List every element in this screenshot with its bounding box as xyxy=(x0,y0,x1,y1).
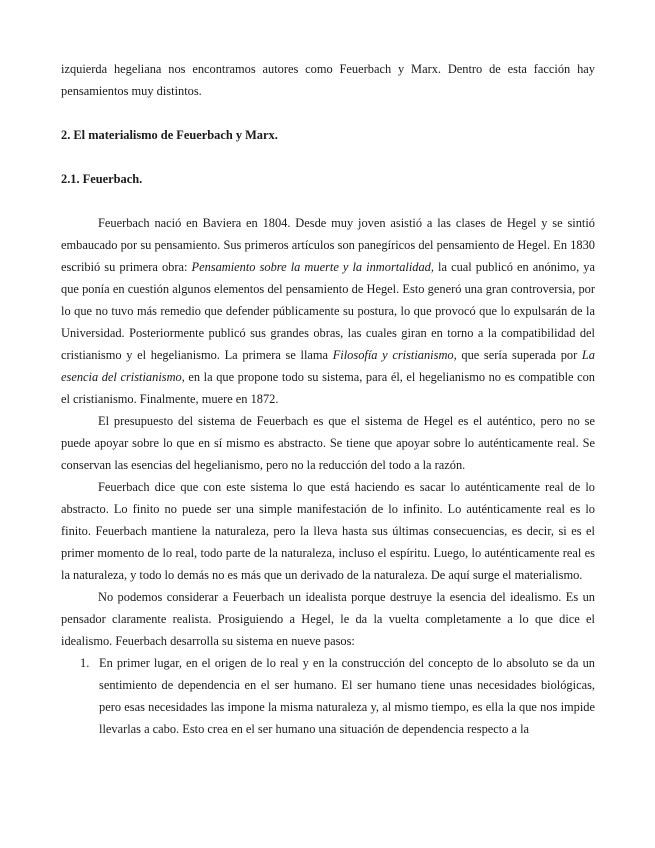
book-title-esencia: La esencia del cristianismo xyxy=(61,348,595,384)
list-item-marker: 1. xyxy=(80,656,90,670)
book-title-pensamiento: Pensamiento sobre la muerte y la inmortalidad xyxy=(191,260,431,274)
list-item xyxy=(61,652,595,740)
paragraph-1-text-2: , la cual publicó en anónimo, ya que ponía en cuestión algunos elementos del pensamiento de Hegel. Esto generó una gran controversia, por lo que no tuvo más remedio que defender públicamente su postura, lo que provocó que lo expulsarán de la Universidad. Posteriormente publicó sus grandes obras, las cuales giran en torno a la compatibilidad del cristianismo y el hegelianismo. La primera se llama xyxy=(61,260,595,362)
paragraph-1-text-3: , que sería superada por xyxy=(453,348,582,362)
numbered-list xyxy=(61,652,595,740)
paragraph-2: El presupuesto del sistema de Feuerbach es que el sistema de Hegel es el auténtico, pero no se puede apoyar sobre lo que en sí mismo es abstracto. Se tiene que apoyar sobre lo auténticamente real. Se conservan las esencias del hegelianismo, pero no la reducción del todo a la razón. xyxy=(61,414,595,472)
paragraph-1-text-4: , en la que propone todo su sistema, para él, el hegelianismo no es compatible con el cristianismo. Finalmente, muere en 1872. xyxy=(61,370,595,406)
intro-paragraph: izquierda hegeliana nos encontramos autores como Feuerbach y Marx. Dentro de esta facción hay pensamientos muy distintos. xyxy=(61,62,595,98)
paragraph-1-text-1: Feuerbach nació en Baviera en 1804. Desde muy joven asistió a las clases de Hegel y se sintió embaucado por su pensamiento. Sus primeros artículos son panegíricos del pensamiento de Hegel. En 1830 escribió su primera obra: xyxy=(61,216,595,274)
paragraph-4: No podemos considerar a Feuerbach un idealista porque destruye la esencia del idealismo. Es un pensador claramente realista. Prosiguiendo a Hegel, le da la vuelta completamente a lo que dice el idealismo. Feuerbach desarrolla su sistema en nueve pasos: xyxy=(61,590,595,648)
paragraph-3: Feuerbach dice que con este sistema lo que está haciendo es sacar lo auténticamente real de lo abstracto. Lo finito no puede ser una simple manifestación de lo infinito. Lo auténticamente real es lo finito. Feuerbach mantiene la naturaleza, pero la lleva hasta sus últimas consecuencias, es decir, si es el primer momento de lo real, todo parte de la naturaleza, incluso el espíritu. Luego, lo auténticamente real es la naturaleza, y todo lo demás no es más que un derivado de la naturaleza. De aquí surge el materialismo. xyxy=(61,480,595,582)
book-title-filosofia: Filosofía y cristianismo xyxy=(332,348,454,362)
paragraph-1 xyxy=(61,212,595,410)
section-heading: 2. El materialismo de Feuerbach y Marx. xyxy=(61,128,278,142)
list-item-text: En primer lugar, en el origen de lo real y en la construcción del concepto de lo absoluto se da un sentimiento de dependencia en el ser humano. El ser humano tiene unas necesidades biológicas, pero esas necesidades las impone la misma naturaleza y, al mismo tiempo, es ella la que nos impide llevarlas a cabo. Esto crea en el ser humano una situación de dependencia respecto a la xyxy=(99,656,595,736)
subsection-heading: 2.1. Feuerbach. xyxy=(61,172,143,186)
